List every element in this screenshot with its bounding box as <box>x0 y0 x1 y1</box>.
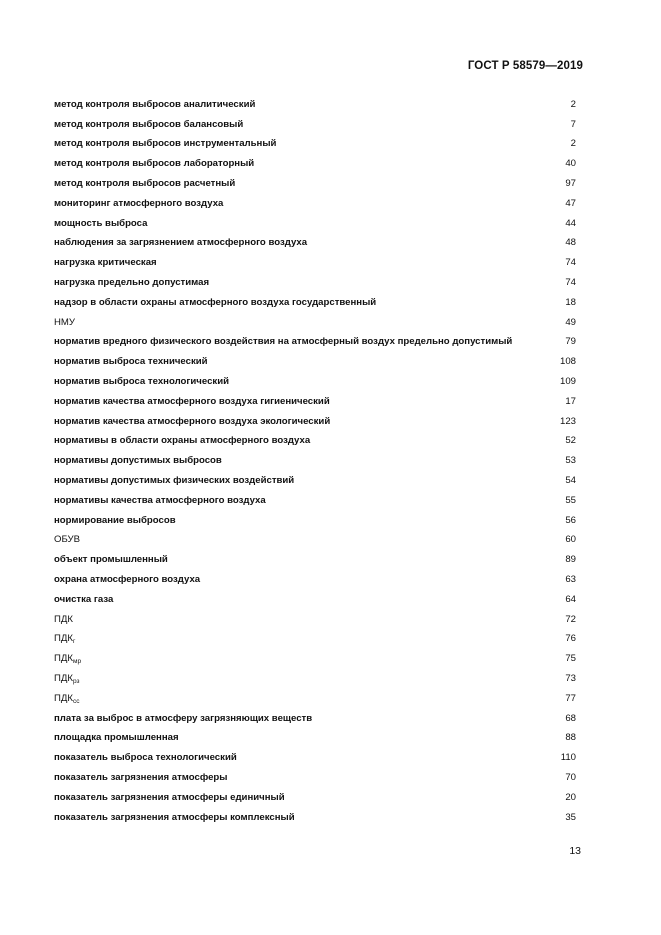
index-term-text: метод контроля выбросов лабораторный <box>54 158 255 170</box>
index-entry <box>54 689 576 709</box>
index-page-ref: 18 <box>565 296 576 308</box>
index-page-ref: 52 <box>565 435 576 447</box>
index-term-text: ОБУВ <box>54 534 81 546</box>
index-page-ref: 49 <box>565 316 576 328</box>
index-page-ref: 55 <box>565 494 576 506</box>
index-entry <box>54 154 576 174</box>
index-term-text: метод контроля выбросов инструментальный <box>54 138 277 150</box>
index-entry <box>54 768 576 788</box>
index-entry <box>54 491 576 511</box>
index-page-ref: 40 <box>565 158 576 170</box>
index-page-ref: 97 <box>565 178 576 190</box>
index-entry <box>54 194 576 214</box>
index-term <box>54 653 81 665</box>
index-entry <box>54 174 576 194</box>
index-term <box>54 277 209 289</box>
index-page-ref: 75 <box>565 653 576 665</box>
index-entry <box>54 95 576 115</box>
index-page-ref: 74 <box>565 277 576 289</box>
index-term <box>54 297 376 309</box>
index-term-text: плата за выброс в атмосферу загрязняющих веществ <box>54 712 313 724</box>
index-term <box>54 772 227 784</box>
index-term-text: объект промышленный <box>54 554 168 566</box>
index-term <box>54 138 276 150</box>
index-entry <box>54 669 576 689</box>
index-term-text: метод контроля выбросов аналитический <box>54 98 256 110</box>
index-page-ref: 35 <box>565 811 576 823</box>
index-term-text: надзор в области охраны атмосферного воздуха государственный <box>54 296 377 308</box>
index-page-ref: 63 <box>565 574 576 586</box>
index-term <box>54 515 176 527</box>
index-term-text: НМУ <box>54 316 76 328</box>
index-term <box>54 376 229 388</box>
index-page-ref: 77 <box>565 692 576 704</box>
index-term-text: метод контроля выбросов расчетный <box>54 178 236 190</box>
index-page-ref: 79 <box>565 336 576 348</box>
index-term-text: ПДК <box>54 673 73 684</box>
index-entry <box>54 135 576 155</box>
index-entry <box>54 412 576 432</box>
index-entry <box>54 253 576 273</box>
index-term <box>54 257 157 269</box>
index-term <box>54 218 147 230</box>
index-entry <box>54 550 576 570</box>
index-term-text: ПДК <box>54 692 73 704</box>
index-entry <box>54 273 576 293</box>
index-page-ref: 72 <box>565 613 576 625</box>
index-term <box>54 554 168 566</box>
index-term-text: нагрузка критическая <box>54 257 157 269</box>
index-term <box>54 594 113 606</box>
index-page-ref: 2 <box>570 98 576 110</box>
index-term <box>54 713 312 725</box>
index-term <box>54 435 310 447</box>
index-entry <box>54 293 576 313</box>
index-entry <box>54 788 576 808</box>
document-code: ГОСТ Р 58579—2019 <box>467 60 583 72</box>
index-term <box>54 99 255 111</box>
index-term-text: метод контроля выбросов балансовый <box>54 118 244 130</box>
index-term-text: мощность выброса <box>54 217 148 229</box>
index-page-ref: 47 <box>565 197 576 209</box>
index-page-ref: 108 <box>559 356 576 368</box>
index-term <box>54 673 80 685</box>
index-page-ref: 89 <box>565 554 576 566</box>
index-term-text: норматив выброса технологический <box>54 376 230 388</box>
index-page-ref: 17 <box>565 395 576 407</box>
index-term <box>54 396 330 408</box>
index-page-ref: 73 <box>565 673 576 684</box>
index-term-text: показатель загрязнения атмосферы комплексный <box>54 811 295 823</box>
index-term-text: нормативы допустимых выбросов <box>54 455 222 467</box>
index-page-ref: 53 <box>565 455 576 467</box>
index-page-ref: 2 <box>570 138 576 150</box>
index-term <box>54 574 200 586</box>
index-entry <box>54 333 576 353</box>
index-entry <box>54 610 576 630</box>
index-entry <box>54 709 576 729</box>
term-index-list <box>54 95 576 827</box>
index-page-ref: 76 <box>565 633 576 645</box>
index-term <box>54 495 266 507</box>
index-term-text: ПДК <box>54 633 73 645</box>
index-term <box>54 693 79 705</box>
index-page-ref: 48 <box>565 237 576 249</box>
index-term <box>54 732 179 744</box>
index-term <box>54 336 512 348</box>
index-term-subscript: мр <box>72 658 82 666</box>
index-entry <box>54 471 576 491</box>
index-term <box>54 614 73 626</box>
index-term-text: мониторинг атмосферного воздуха <box>54 197 224 209</box>
index-page-ref: 88 <box>565 732 576 744</box>
index-entry <box>54 313 576 333</box>
index-term-text: нагрузка предельно допустимая <box>54 277 210 289</box>
index-term-text: ПДК <box>54 613 73 625</box>
index-entry <box>54 511 576 531</box>
index-term <box>54 158 254 170</box>
index-entry <box>54 649 576 669</box>
index-entry <box>54 748 576 768</box>
index-term-text: ПДК <box>54 653 73 665</box>
index-entry <box>54 372 576 392</box>
index-page-ref: 7 <box>570 118 576 130</box>
index-term-text: нормирование выбросов <box>54 514 176 526</box>
index-term <box>54 356 208 368</box>
index-page-ref: 54 <box>565 475 576 487</box>
index-entry <box>54 590 576 610</box>
index-entry <box>54 392 576 412</box>
index-term <box>54 455 222 467</box>
index-term-text: показатель загрязнения атмосферы <box>54 771 228 783</box>
index-term-text: очистка газа <box>54 593 114 605</box>
index-term <box>54 119 243 131</box>
index-page-ref: 68 <box>565 712 576 724</box>
index-page-ref: 123 <box>559 415 576 427</box>
index-term <box>54 475 294 487</box>
index-page-ref: 20 <box>565 791 576 803</box>
index-entry <box>54 451 576 471</box>
index-term <box>54 198 223 210</box>
index-entry <box>54 808 576 828</box>
index-page-ref: 64 <box>565 593 576 605</box>
index-term-subscript: сс <box>72 697 80 705</box>
index-term-text: охрана атмосферного воздуха <box>54 574 201 586</box>
index-term-text: показатель выброса технологический <box>54 752 237 764</box>
index-term-text: нормативы в области охраны атмосферного воздуха <box>54 435 311 447</box>
index-page-ref: 60 <box>565 534 576 546</box>
index-entry <box>54 234 576 254</box>
index-term-text: наблюдения за загрязнением атмосферного воздуха <box>54 237 308 249</box>
index-term-text: норматив качества атмосферного воздуха гигиенический <box>54 395 330 407</box>
index-term-text: норматив качества атмосферного воздуха экологический <box>54 415 331 427</box>
index-term <box>54 317 75 329</box>
index-entry <box>54 729 576 749</box>
index-page-ref: 44 <box>565 217 576 229</box>
index-page-ref: 110 <box>560 752 576 764</box>
index-entry <box>54 531 576 551</box>
index-entry <box>54 432 576 452</box>
index-page-ref: 56 <box>565 514 576 526</box>
index-term-text: нормативы качества атмосферного воздуха <box>54 494 266 506</box>
index-term-subscript: рз <box>72 678 80 685</box>
index-entry <box>54 115 576 135</box>
index-term <box>54 534 80 546</box>
page-number: 13 <box>569 845 581 857</box>
index-entry <box>54 570 576 590</box>
index-term <box>54 416 330 428</box>
index-term <box>54 792 285 804</box>
index-entry <box>54 352 576 372</box>
index-page-ref: 109 <box>559 376 576 388</box>
index-term-subscript: г <box>72 638 76 646</box>
index-entry <box>54 630 576 650</box>
index-term-text: показатель загрязнения атмосферы единичный <box>54 791 285 803</box>
index-term <box>54 237 307 249</box>
index-term <box>54 633 75 645</box>
index-term-text: норматив выброса технический <box>54 356 208 368</box>
index-term <box>54 752 237 764</box>
index-term-text: нормативы допустимых физических воздействий <box>54 475 295 487</box>
index-term-text: площадка промышленная <box>54 732 179 744</box>
index-term <box>54 812 295 824</box>
index-entry <box>54 214 576 234</box>
index-page-ref: 74 <box>565 257 576 269</box>
index-term <box>54 178 235 190</box>
index-term-text: норматив вредного физического воздействия на атмосферный воздух предельно допустимый <box>54 336 513 348</box>
index-page-ref: 70 <box>565 771 576 783</box>
